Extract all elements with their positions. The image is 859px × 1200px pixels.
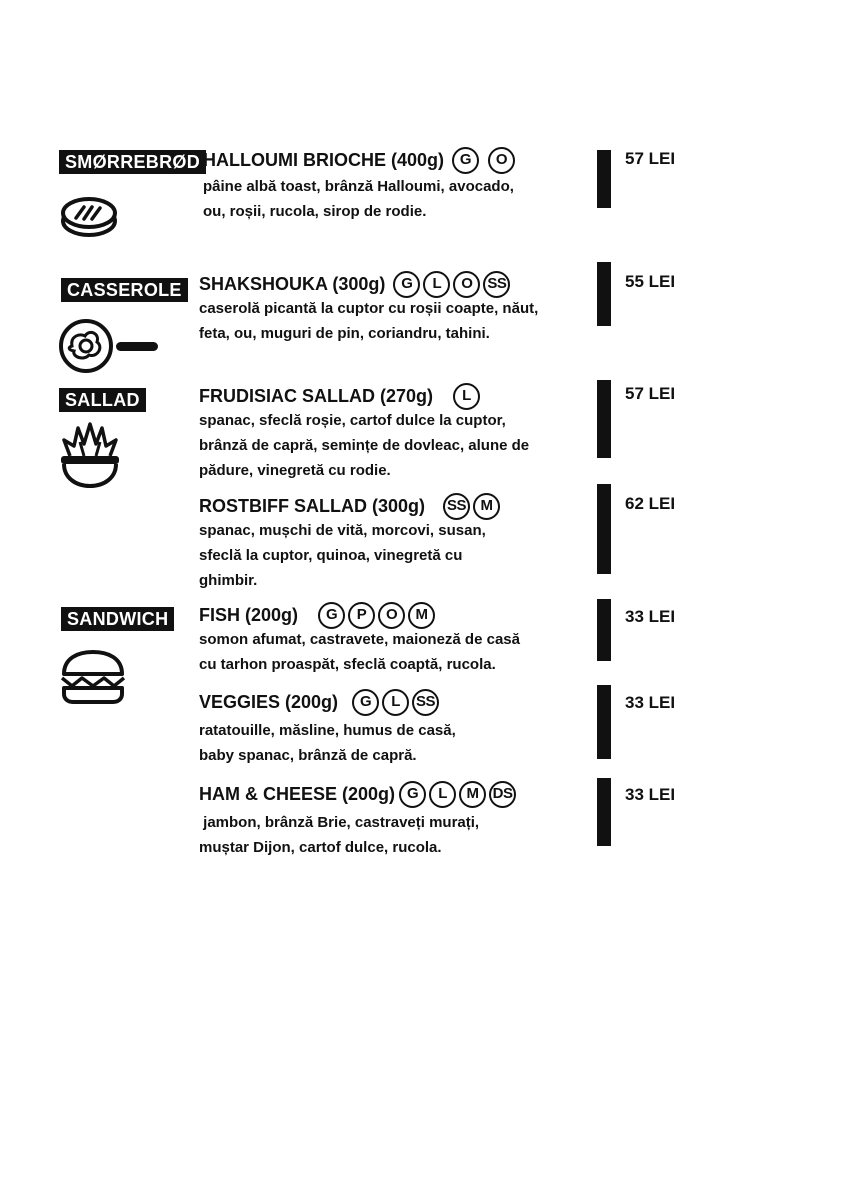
price-divider: [597, 599, 611, 661]
description-line: feta, ou, muguri de pin, coriandru, tahini.: [199, 325, 490, 342]
category-sandwich: SANDWICH: [61, 607, 174, 631]
category-sallad: SALLAD: [59, 388, 146, 412]
allergen-badge: M: [459, 781, 486, 808]
item-price: 57 LEI: [625, 384, 676, 403]
menu-item-title: [199, 270, 510, 298]
menu-item-title: [203, 146, 515, 174]
item-description: [203, 174, 573, 224]
price-divider: [597, 484, 611, 574]
price-divider: [597, 150, 611, 208]
salad-bowl-icon: [58, 420, 122, 490]
frying-pan-egg-icon: [58, 318, 160, 374]
price-divider: [597, 262, 611, 326]
description-line: pădure, vinegretă cu rodie.: [199, 462, 391, 479]
item-price: 62 LEI: [625, 494, 676, 513]
category-smorrebrod: SMØRREBRØD: [59, 150, 206, 174]
allergen-badge: G: [352, 689, 379, 716]
item-description: [199, 810, 569, 860]
allergen-badge: G: [399, 781, 426, 808]
allergen-badge: G: [318, 602, 345, 629]
description-line: somon afumat, castravete, maioneză de casă: [199, 631, 520, 648]
item-price: 33 LEI: [625, 785, 676, 804]
description-line: spanac, sfeclă roșie, cartof dulce la cuptor,: [199, 412, 506, 429]
description-line: jambon, brânză Brie, castraveți murați,: [199, 814, 480, 831]
toast-icon: [60, 190, 118, 238]
description-line: ghimbir.: [199, 572, 258, 589]
item-name: HALLOUMI BRIOCHE (400g): [203, 150, 445, 170]
allergen-badge: L: [382, 689, 409, 716]
allergen-badge: L: [453, 383, 480, 410]
price-divider: [597, 380, 611, 458]
description-line: spanac, mușchi de vită, morcovi, susan,: [199, 522, 486, 539]
item-price: 57 LEI: [625, 149, 676, 168]
allergen-badges: [443, 493, 500, 520]
item-name: FRUDISIAC SALLAD (270g): [199, 386, 434, 406]
item-price: 33 LEI: [625, 693, 676, 712]
description-line: brânză de capră, semințe de dovleac, alune de: [199, 437, 530, 454]
item-description: [199, 627, 569, 677]
burger-icon: [58, 648, 128, 706]
allergen-badge: O: [488, 147, 515, 174]
allergen-badge: M: [408, 602, 435, 629]
allergen-badge: SS: [412, 689, 439, 716]
description-line: sfeclă la cuptor, quinoa, vinegretă cu: [199, 547, 463, 564]
description-line: ou, roșii, rucola, sirop de rodie.: [203, 203, 427, 220]
allergen-badges: [352, 689, 439, 716]
description-line: cu tarhon proaspăt, sfeclă coaptă, rucola.: [199, 656, 496, 673]
allergen-badges: [393, 271, 510, 298]
description-line: baby spanac, brânză de capră.: [199, 747, 417, 764]
price-divider: [597, 685, 611, 759]
menu-item-title: [199, 780, 516, 808]
allergen-badge: SS: [483, 271, 510, 298]
menu-item-title: [199, 382, 480, 410]
item-name: SHAKSHOUKA (300g): [199, 274, 386, 294]
allergen-badges: [399, 781, 516, 808]
category-casserole: CASSEROLE: [61, 278, 188, 302]
price-divider: [597, 778, 611, 846]
allergen-badges: [318, 602, 435, 629]
description-line: caserolă picantă la cuptor cu roșii coapte, năut,: [199, 300, 539, 317]
description-line: pâine albă toast, brânză Halloumi, avocado,: [203, 178, 514, 195]
allergen-badge: O: [378, 602, 405, 629]
item-price: 33 LEI: [625, 607, 676, 626]
item-price: 55 LEI: [625, 272, 676, 291]
item-description: [199, 718, 569, 768]
item-name: VEGGIES (200g): [199, 692, 339, 712]
item-description: [199, 408, 569, 483]
menu-item-title: [199, 492, 500, 520]
allergen-badges: [453, 383, 480, 410]
menu-item-title: [199, 601, 435, 629]
description-line: muștar Dijon, cartof dulce, rucola.: [199, 839, 442, 856]
item-description: [199, 296, 569, 346]
allergen-badges: [452, 147, 515, 174]
item-description: [199, 518, 569, 593]
menu-item-title: [199, 688, 439, 716]
allergen-badge: SS: [443, 493, 470, 520]
allergen-badge: L: [423, 271, 450, 298]
allergen-badge: M: [473, 493, 500, 520]
allergen-badge: O: [453, 271, 480, 298]
allergen-badge: L: [429, 781, 456, 808]
allergen-badge: G: [393, 271, 420, 298]
allergen-badge: P: [348, 602, 375, 629]
allergen-badge: G: [452, 147, 479, 174]
allergen-badge: DS: [489, 781, 516, 808]
description-line: ratatouille, măsline, humus de casă,: [199, 722, 456, 739]
item-name: FISH (200g): [199, 605, 299, 625]
item-name: HAM & CHEESE (200g): [199, 784, 396, 804]
item-name: ROSTBIFF SALLAD (300g): [199, 496, 426, 516]
